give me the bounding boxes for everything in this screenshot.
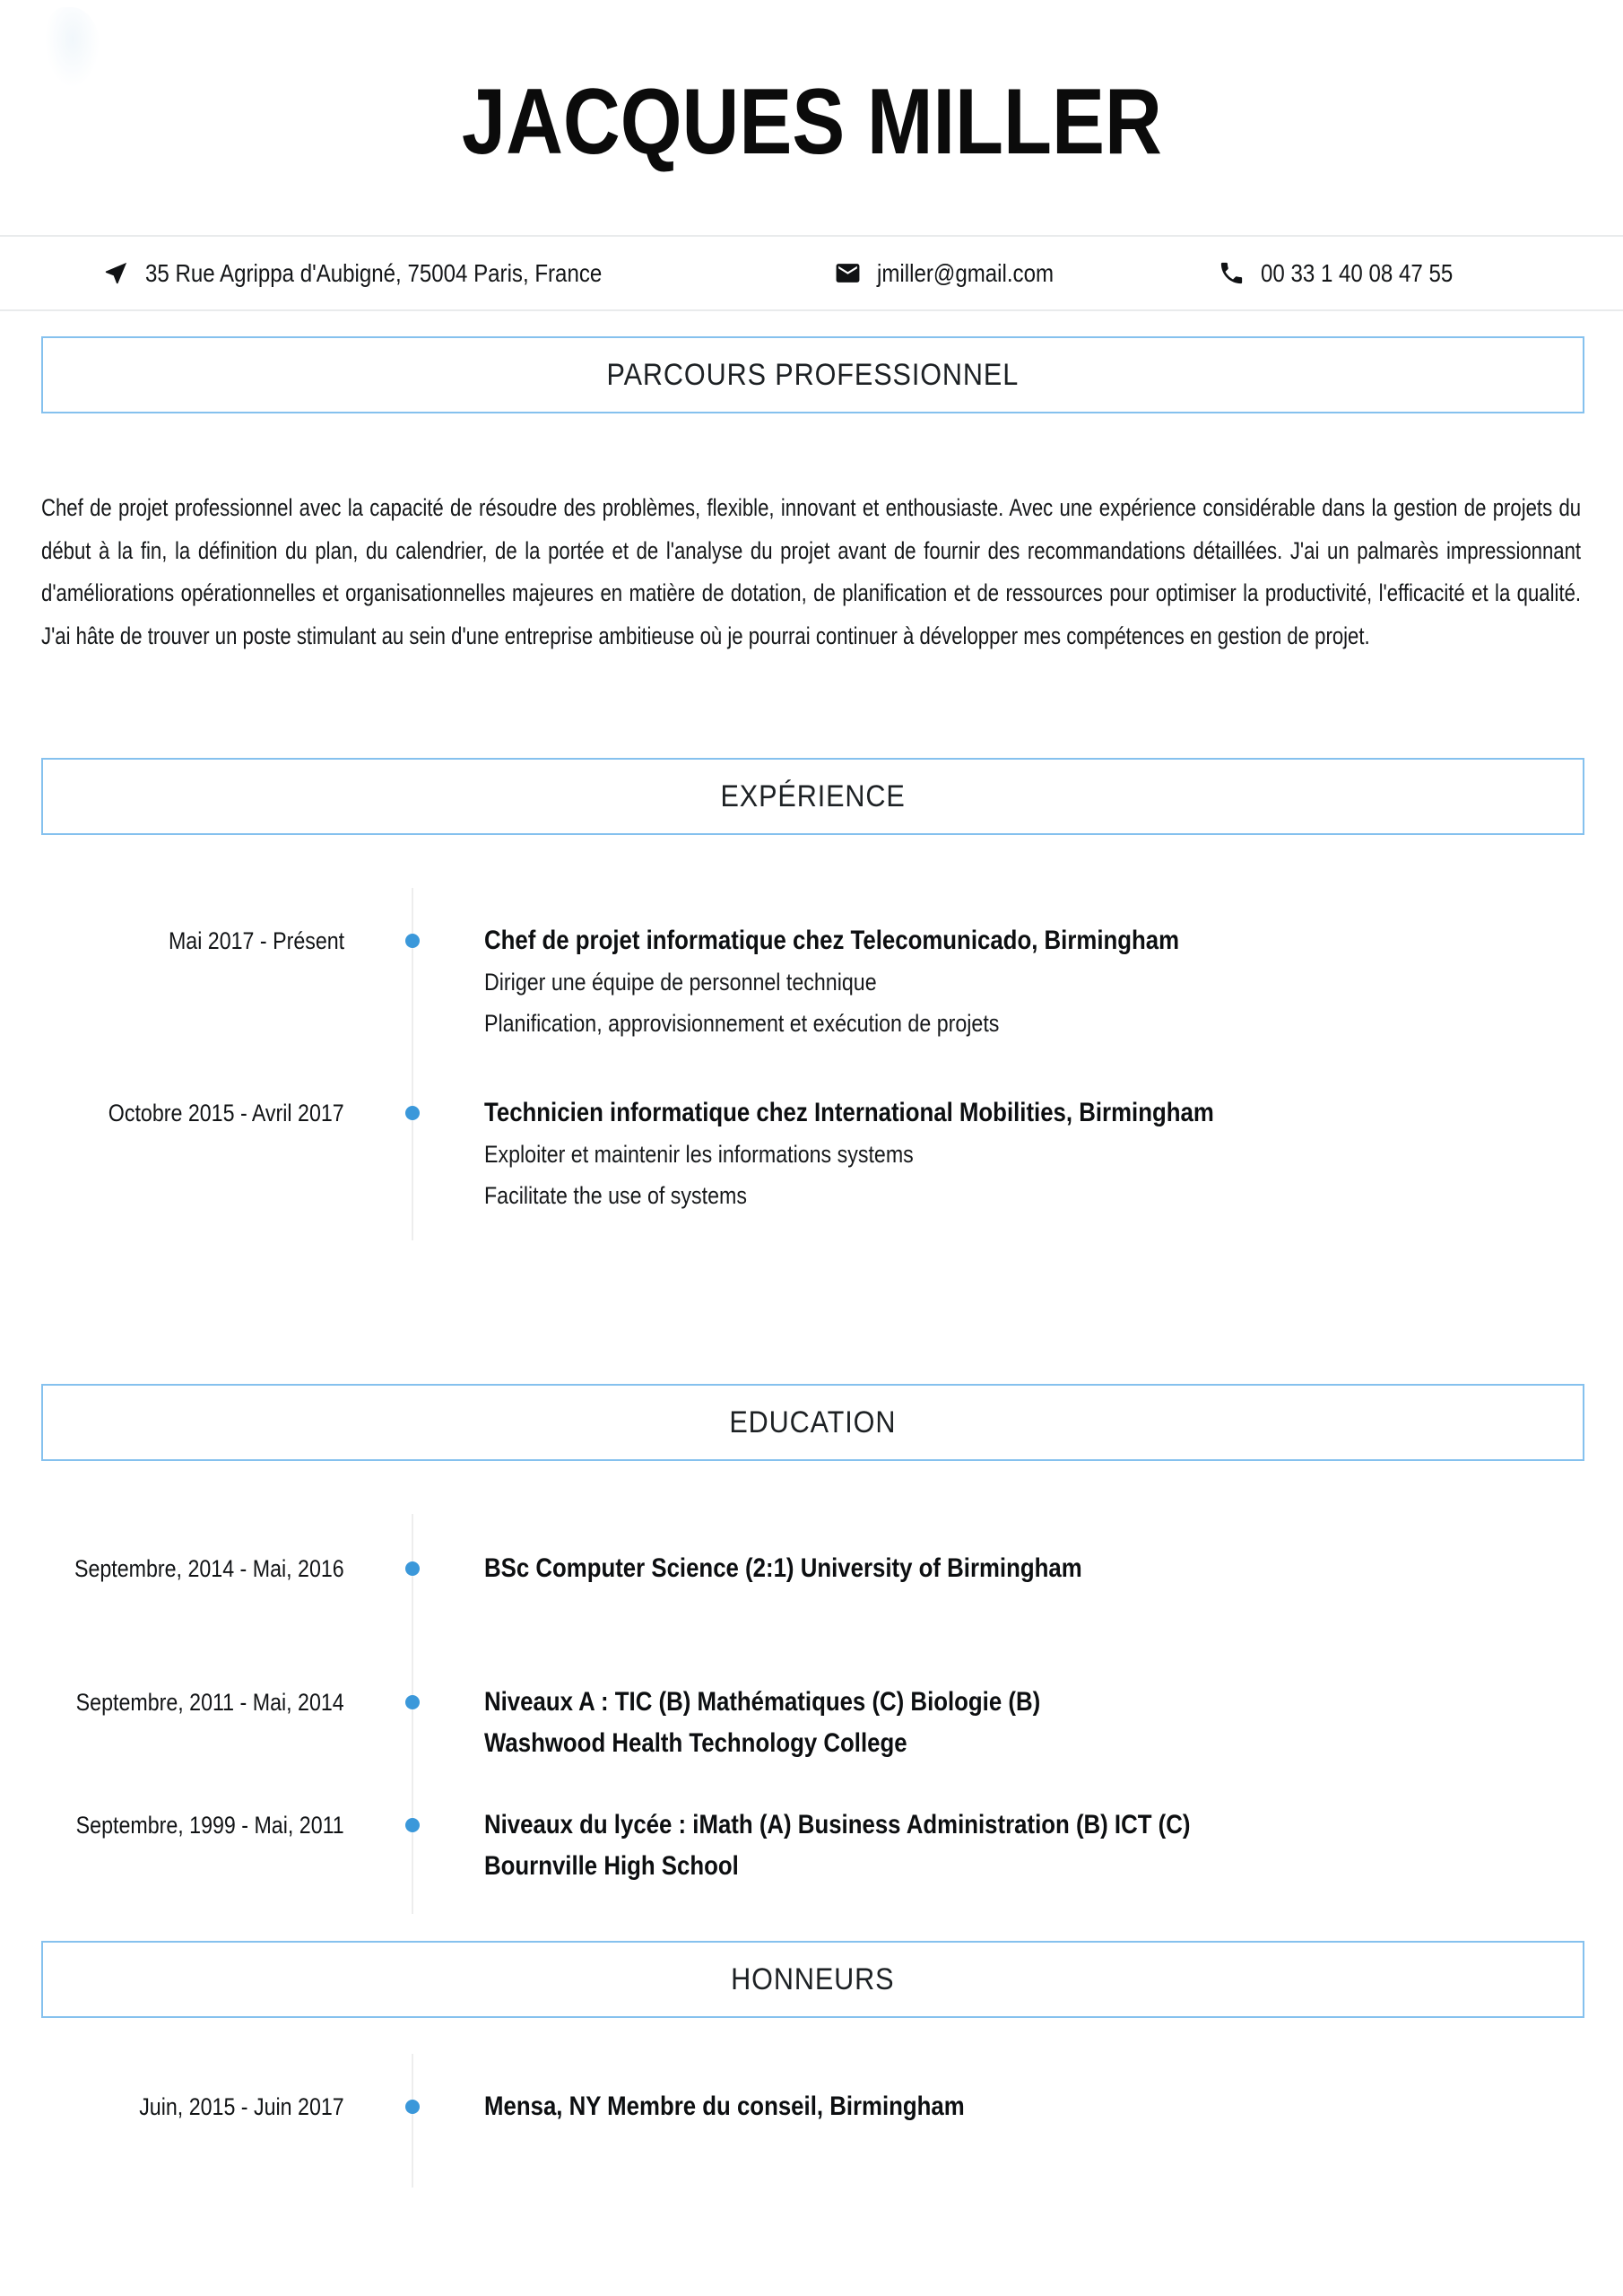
education-entry-date: [0, 1548, 344, 1589]
section-header-honneurs: [41, 1941, 1584, 2018]
education-entry-school: [484, 1723, 1542, 1764]
timeline-dot: [405, 2100, 420, 2114]
education-entry-degree-text: Niveaux A : TIC (B) Mathématiques (C) Biologie (B): [484, 1687, 1041, 1717]
education-entry-date: [0, 1805, 344, 1846]
education-entry-degree: [484, 1805, 1542, 1846]
section-title-honneurs: HONNEURS: [731, 1961, 895, 1996]
honor-entry-date: [0, 2086, 344, 2127]
education-entry-body: [484, 1682, 1542, 1764]
contact-phone-text: 00 33 1 40 08 47 55: [1261, 258, 1454, 287]
contact-phone: [1218, 237, 1484, 309]
education-entry-degree: [484, 1682, 1542, 1723]
contact-location: [102, 237, 676, 309]
envelope-icon: [834, 259, 862, 287]
section-header-experience: [41, 758, 1584, 835]
timeline-dot: [405, 934, 420, 948]
profile-summary-paragraph: Chef de projet professionnel avec la capacité de résoudre des problèmes, flexible, innovant et enthousiaste. Avec une expérience considérable dans la gestion de projets du début à la fin, la définition du plan, du calendrier, de la portée et de l'analyse du projet avant de fournir des recommandations détaillées. J'ai un palmarès impressionnant d'améliorations opérationnelles et organisationnelles majeures en matière de dotation, de planification et de ressources pour optimiser la productivité, l'efficacité et la qualité. J'ai hâte de trouver un poste stimulant au sein d'une entreprise ambitieuse où je pourrai continuer à développer mes compétences en gestion de projet.: [41, 494, 1582, 649]
experience-entry-detail: [484, 1003, 1542, 1044]
education-entry-date-text: Septembre, 2011 - Mai, 2014: [75, 1689, 344, 1716]
experience-entry-body: [484, 920, 1542, 1044]
location-arrow-icon: [102, 259, 130, 287]
experience-entry-detail: [484, 961, 1542, 1003]
education-entry-date-text: Septembre, 1999 - Mai, 2011: [75, 1812, 344, 1839]
experience-entry-detail-text: Exploiter et maintenir les informations systems: [484, 1141, 914, 1168]
experience-entry-detail-text: Diriger une équipe de personnel technique: [484, 969, 877, 996]
honor-entry-title-text: Mensa, NY Membre du conseil, Birmingham: [484, 2092, 965, 2121]
section-header-parcours: [41, 336, 1584, 413]
contact-email: [834, 237, 1082, 309]
candidate-name: [0, 70, 1623, 174]
experience-entry-detail-text: Facilitate the use of systems: [484, 1182, 747, 1209]
experience-entry-role-text: Technicien informatique chez International Mobilities, Birmingham: [484, 1098, 1214, 1127]
section-title-parcours: PARCOURS PROFESSIONNEL: [606, 357, 1020, 392]
contact-location-text: 35 Rue Agrippa d'Aubigné, 75004 Paris, France: [145, 258, 603, 287]
education-entry-body: [484, 1805, 1542, 1887]
section-title-education: EDUCATION: [729, 1405, 897, 1439]
education-entry-degree-text: BSc Computer Science (2:1) University of Birmingham: [484, 1553, 1082, 1583]
experience-entry-date-text: Mai 2017 - Présent: [168, 927, 344, 954]
timeline-dot: [405, 1818, 420, 1832]
experience-entry-body: [484, 1092, 1542, 1216]
education-entry-date-text: Septembre, 2014 - Mai, 2016: [74, 1555, 344, 1582]
experience-entry-date: [0, 1092, 344, 1134]
experience-entry-role: [484, 920, 1542, 961]
experience-entry-date: [0, 920, 344, 961]
honor-entry-date-text: Juin, 2015 - Juin 2017: [139, 2093, 344, 2120]
experience-entry-detail: [484, 1175, 1542, 1216]
experience-entry-detail-text: Planification, approvisionnement et exécution de projets: [484, 1010, 1000, 1037]
education-entry-school-text: Washwood Health Technology College: [484, 1728, 907, 1758]
section-header-education: [41, 1384, 1584, 1461]
experience-entry-detail: [484, 1134, 1542, 1175]
honor-entry-title: [484, 2086, 1542, 2127]
candidate-name-text: JACQUES MILLER: [461, 70, 1162, 174]
phone-icon: [1218, 259, 1245, 287]
timeline-dot: [405, 1561, 420, 1576]
timeline-line-honneurs: [412, 2054, 413, 2187]
education-entry-body: [484, 1548, 1542, 1589]
honor-entry-body: [484, 2086, 1542, 2127]
contact-email-text: jmiller@gmail.com: [877, 258, 1055, 287]
education-entry-school-text: Bournville High School: [484, 1851, 739, 1881]
experience-entry-role-text: Chef de projet informatique chez Telecomunicado, Birmingham: [484, 926, 1180, 955]
education-entry-degree-text: Niveaux du lycée : iMath (A) Business Administration (B) ICT (C): [484, 1810, 1191, 1839]
experience-entry-role: [484, 1092, 1542, 1134]
contact-bar: [0, 235, 1623, 311]
section-title-experience: EXPÉRIENCE: [720, 778, 906, 813]
timeline-dot: [405, 1106, 420, 1120]
education-entry-date: [0, 1682, 344, 1723]
experience-entry-date-text: Octobre 2015 - Avril 2017: [108, 1100, 344, 1126]
education-entry-school: [484, 1846, 1542, 1887]
timeline-dot: [405, 1695, 420, 1709]
education-entry-degree: [484, 1548, 1542, 1589]
